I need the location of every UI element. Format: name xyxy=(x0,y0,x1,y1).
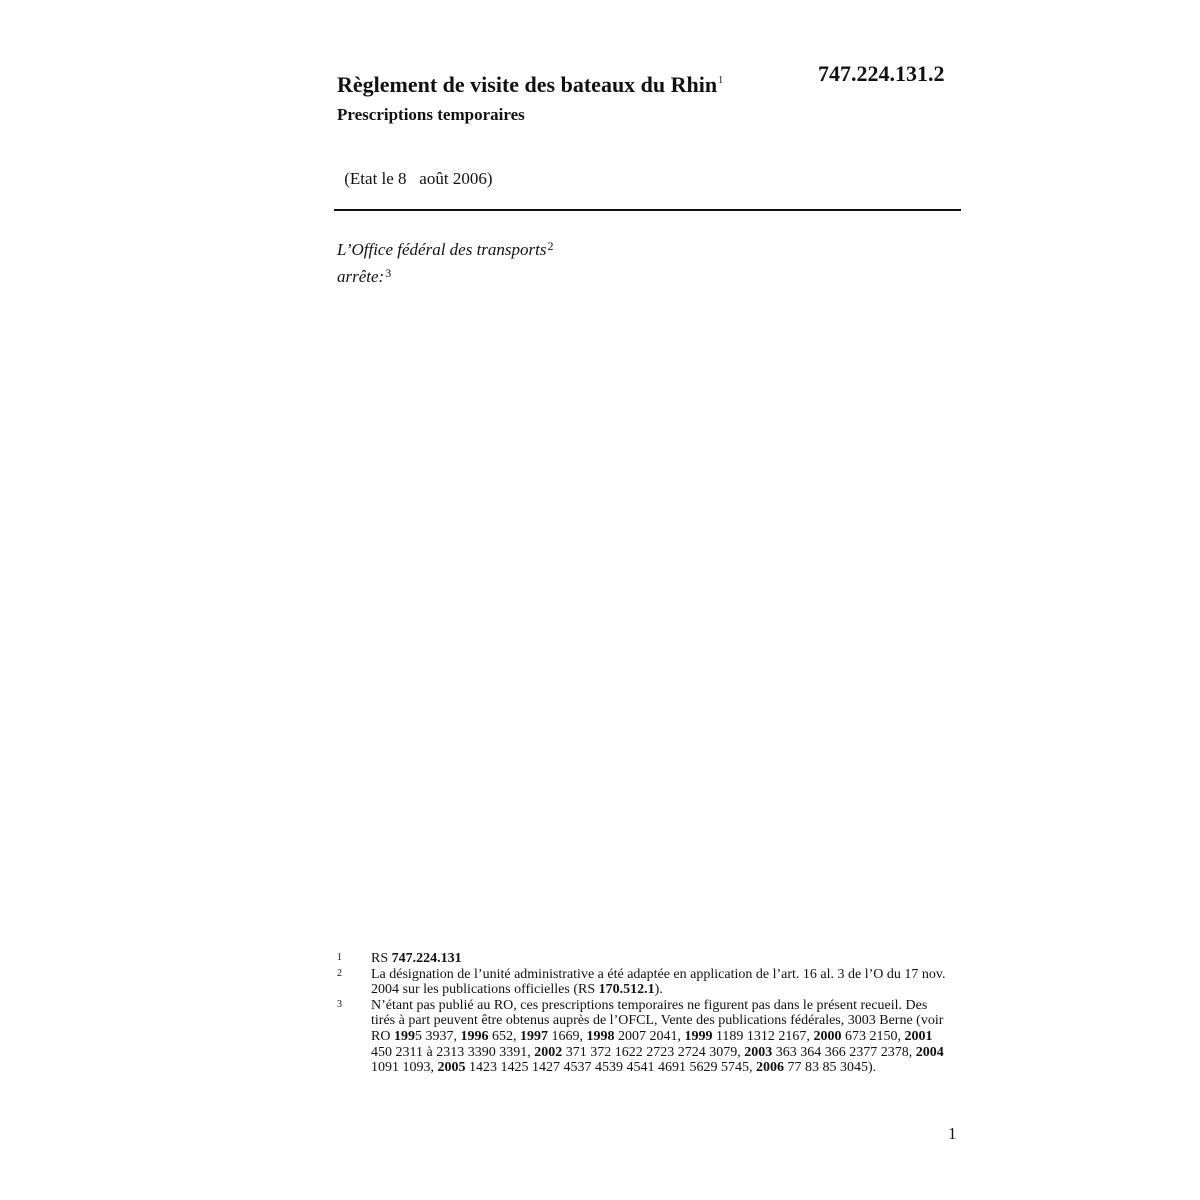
document-subtitle: Prescriptions temporaires xyxy=(337,105,525,124)
document-title xyxy=(337,72,723,98)
footnote-text xyxy=(371,951,947,967)
footnote-text-run: 371 372 1622 2723 2724 3079, xyxy=(562,1044,745,1060)
footnote-reference-bold: 2000 xyxy=(813,1028,842,1044)
footnote-number: 2 xyxy=(337,967,342,979)
footnote-text-run: RS xyxy=(371,951,392,966)
footnote-text-run: 1423 1425 1427 4537 4539 4541 4691 5629 5745, xyxy=(465,1060,756,1076)
rs-number: 747.224.131.2 xyxy=(818,61,945,86)
footnote-text-run: 673 2150, xyxy=(841,1028,905,1044)
footnote xyxy=(337,951,947,967)
footnote-text-run: 1189 1312 2167, xyxy=(712,1028,814,1044)
footnote-reference-bold: 1996 xyxy=(460,1028,489,1044)
footnote-text-run: 1669, xyxy=(547,1028,587,1044)
footnote xyxy=(337,967,947,998)
issuing-authority xyxy=(337,239,554,260)
footnote-text-run: 450 2311 à 2313 3390 3391, xyxy=(371,1044,535,1060)
footnote-number: 3 xyxy=(337,998,342,1010)
footnote-reference-bold: 1999 xyxy=(684,1028,713,1044)
footnote-text xyxy=(371,998,947,1076)
footnote-text-run: 77 83 85 3045). xyxy=(784,1060,877,1076)
footnote-reference-bold: 1998 xyxy=(586,1028,615,1044)
footnote xyxy=(337,998,947,1076)
footnote-reference-bold: 2004 xyxy=(915,1044,944,1060)
footnote-reference-bold: 199 xyxy=(393,1028,415,1044)
footnote-reference-bold: 2003 xyxy=(744,1044,773,1060)
footnote-text-run: La désignation de l’unité administrative a été adaptée en application de l’art. 16 al. 3 de l’O du 17 nov. 2004 sur les publications officielles (RS xyxy=(371,966,946,998)
footnotes-section xyxy=(337,951,947,1076)
footnote-number: 1 xyxy=(337,952,342,963)
footnote-text-run: 2007 2041, xyxy=(614,1028,685,1044)
decree-text: arrête: xyxy=(337,267,385,286)
footnote-text-run: 1091 1093, xyxy=(371,1060,438,1076)
issuing-authority-text: L’Office fédéral des transports xyxy=(337,240,547,259)
footnote-text-run: 652, xyxy=(488,1028,520,1044)
footnote-reference-bold: 2006 xyxy=(756,1060,784,1076)
header-divider xyxy=(334,209,961,211)
footnote-ref-1[interactable]: 1 xyxy=(718,75,724,86)
footnote-reference-bold: 170.512.1 xyxy=(598,982,655,998)
footnote-ref-3[interactable]: 3 xyxy=(385,266,392,280)
footnote-text-run: N’étant pas publié au RO, ces prescriptions temporaires ne figurent pas dans le présent recueil. Des tirés à part peuvent être obtenus auprès de l’OFCL, Vente des publications fédérales, 3003 Berne (voir RO xyxy=(371,997,944,1044)
footnote-text xyxy=(371,967,947,998)
footnote-text-run: 5 3937, xyxy=(414,1028,461,1044)
decree-line xyxy=(337,266,391,287)
footnote-reference-bold: 747.224.131 xyxy=(391,951,462,966)
footnote-text-run: ). xyxy=(654,982,663,998)
footnote-reference-bold: 2005 xyxy=(437,1060,466,1076)
page-number: 1 xyxy=(948,1124,957,1143)
title-text: Règlement de visite des bateaux du Rhin xyxy=(337,72,718,97)
footnote-reference-bold: 2001 xyxy=(904,1028,933,1044)
footnote-ref-2[interactable]: 2 xyxy=(547,239,554,253)
state-date: (Etat le 8 août 2006) xyxy=(340,169,493,188)
footnote-text-run: 363 364 366 2377 2378, xyxy=(772,1044,916,1060)
footnote-reference-bold: 2002 xyxy=(534,1044,563,1060)
footnote-reference-bold: 1997 xyxy=(519,1028,548,1044)
